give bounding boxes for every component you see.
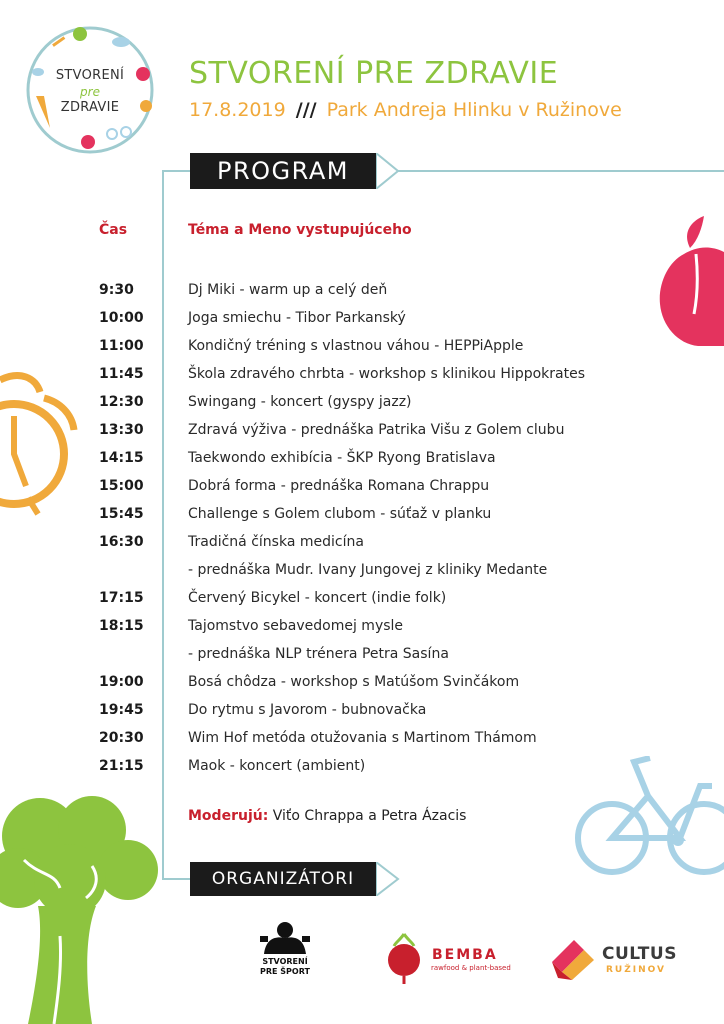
row-topic: Červený Bicykel - koncert (indie folk) <box>188 590 447 606</box>
row-time: 21:15 <box>99 758 144 774</box>
schedule-row <box>99 304 659 332</box>
cultus-logo-subtitle: RUŽINOV <box>606 965 667 975</box>
event-logo-text <box>22 22 158 158</box>
row-time: 14:15 <box>99 450 144 466</box>
event-date: 17.8.2019 <box>189 99 286 121</box>
row-topic: Zdravá výživa - prednáška Patrika Višu z Golem clubu <box>188 422 565 438</box>
row-topic: Tajomstvo sebavedomej mysle <box>188 618 404 634</box>
row-topic: Taekwondo exhibícia - ŠKP Ryong Bratislava <box>188 450 496 466</box>
schedule-row <box>99 276 659 304</box>
alarm-clock-icon <box>0 368 80 528</box>
row-topic: Joga smiechu - Tibor Parkanský <box>188 310 406 326</box>
row-topic: Bosá chôdza - workshop s Matúšom Svinčákom <box>188 674 520 690</box>
schedule-row <box>99 360 659 388</box>
beet-icon <box>382 932 426 984</box>
schedule-row <box>99 416 659 444</box>
moderators-line <box>188 808 466 824</box>
column-header-topic: Téma a Meno vystupujúceho <box>188 222 412 238</box>
row-topic: Kondičný tréning s vlastnou váhou - HEPPiApple <box>188 338 524 354</box>
schedule-row <box>99 388 659 416</box>
row-topic: - prednáška Mudr. Ivany Jungovej z kliniky Medante <box>188 562 548 578</box>
cultus-logo-name: CULTUS <box>602 944 677 964</box>
row-time: 15:00 <box>99 478 144 494</box>
event-location: Park Andreja Hlinku v Ružinove <box>326 99 622 121</box>
row-topic: Dj Miki - warm up a celý deň <box>188 282 388 298</box>
organizers-heading-arrow <box>376 862 400 896</box>
apple-icon <box>654 214 724 354</box>
row-topic: Swingang - koncert (gyspy jazz) <box>188 394 412 410</box>
row-time: 11:00 <box>99 338 144 354</box>
row-topic: Dobrá forma - prednáška Romana Chrappu <box>188 478 490 494</box>
schedule-row <box>99 472 659 500</box>
row-topic: Tradičná čínska medicína <box>188 534 364 550</box>
cultus-mark-icon <box>548 938 598 980</box>
row-time: 17:15 <box>99 590 144 606</box>
broccoli-icon <box>0 796 160 1024</box>
schedule-row <box>99 528 659 556</box>
row-topic: Wim Hof metóda otužovania s Martinom Thámom <box>188 730 537 746</box>
stvoreni-pre-sport-text <box>256 957 314 977</box>
event-date-location <box>189 99 622 121</box>
schedule-row <box>99 332 659 360</box>
schedule-row <box>99 444 659 472</box>
row-topic: - prednáška NLP trénera Petra Sasína <box>188 646 449 662</box>
row-topic: Maok - koncert (ambient) <box>188 758 366 774</box>
row-time: 13:30 <box>99 422 144 438</box>
column-header-time: Čas <box>99 222 128 238</box>
row-time: 15:45 <box>99 506 144 522</box>
organizers-heading: ORGANIZÁTORI <box>190 862 376 896</box>
schedule-row <box>99 500 659 528</box>
logo-line-1: STVORENÍ <box>55 68 125 83</box>
schedule-row <box>99 640 659 668</box>
schedule-row <box>99 556 659 584</box>
page-title: STVORENÍ PRE ZDRAVIE <box>189 56 559 91</box>
schedule-list <box>99 276 659 780</box>
row-time: 16:30 <box>99 534 144 550</box>
row-time: 9:30 <box>99 282 134 298</box>
sport-label-line-2: PRE ŠPORT <box>260 967 310 976</box>
row-topic: Challenge s Golem clubom - súťaž v planku <box>188 506 492 522</box>
schedule-row <box>99 724 659 752</box>
row-time: 19:45 <box>99 702 144 718</box>
row-time: 12:30 <box>99 394 144 410</box>
logo-line-2: pre <box>80 85 100 99</box>
program-frame-bottom <box>162 878 192 880</box>
schedule-row <box>99 668 659 696</box>
program-heading-arrow <box>376 153 400 189</box>
row-topic: Škola zdravého chrbta - workshop s klinikou Hippokrates <box>188 366 586 382</box>
schedule-row <box>99 612 659 640</box>
row-time: 11:45 <box>99 366 144 382</box>
stvoreni-pre-sport-logo <box>260 920 310 956</box>
logo-line-3: ZDRAVIE <box>60 100 120 115</box>
row-topic: Do rytmu s Javorom - bubnovačka <box>188 702 427 718</box>
bemba-logo-name: BEMBA <box>432 947 498 963</box>
sport-label-line-1: STVORENÍ <box>262 957 308 966</box>
schedule-row <box>99 696 659 724</box>
moderators-label: Moderujú: <box>188 808 269 824</box>
row-time: 18:15 <box>99 618 144 634</box>
row-time: 19:00 <box>99 674 144 690</box>
moderators-names: Viťo Chrappa a Petra Ázacis <box>272 808 467 824</box>
bicycle-icon <box>572 756 724 886</box>
row-time: 20:30 <box>99 730 144 746</box>
schedule-row <box>99 584 659 612</box>
bemba-logo-subtitle: rawfood & plant-based <box>431 964 511 972</box>
program-heading: PROGRAM <box>190 153 376 189</box>
row-time: 10:00 <box>99 310 144 326</box>
date-separator: /// <box>295 99 317 121</box>
